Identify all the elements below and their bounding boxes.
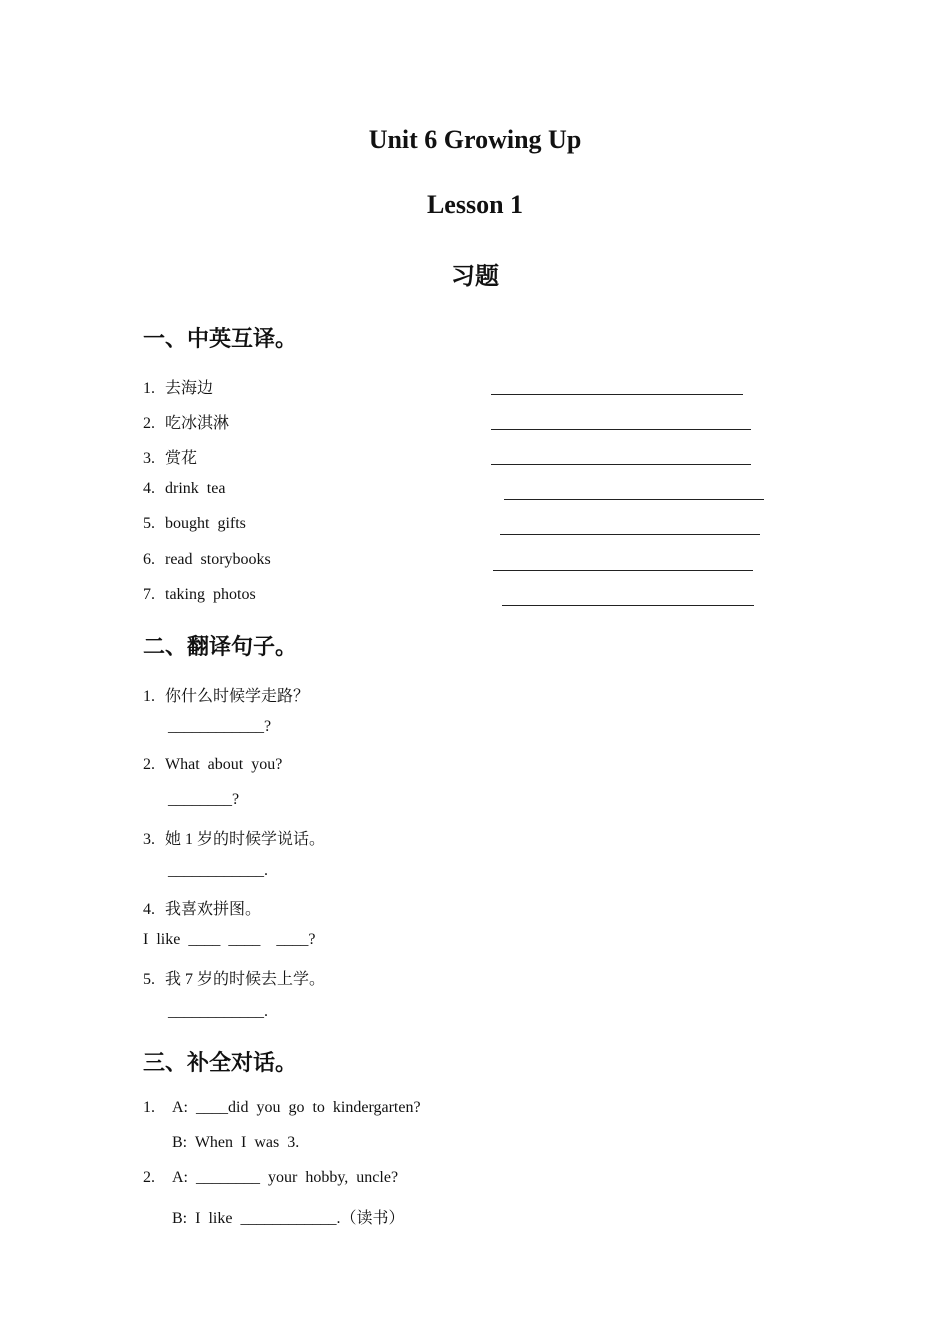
list-item: 2. 吃冰淇淋: [143, 415, 230, 432]
list-item: 6. read storybooks: [143, 551, 271, 568]
list-item: 7. taking photos: [143, 586, 256, 603]
answer-blank[interactable]: [493, 570, 753, 571]
answer-line[interactable]: ____________.: [168, 1003, 268, 1020]
list-item: 4. drink tea: [143, 480, 226, 497]
answer-blank[interactable]: [491, 464, 751, 465]
section-3-heading: 三、补全对话。: [143, 1051, 298, 1076]
dialogue-line-b: B: I like ____________.（读书）: [172, 1210, 405, 1227]
section-1-heading: 一、中英互译。: [143, 327, 298, 352]
answer-line[interactable]: ____________?: [168, 718, 272, 735]
dialogue-number: 2.: [143, 1169, 155, 1186]
answer-blank[interactable]: [491, 429, 751, 430]
dialogue-line-a: A: ____did you go to kindergarten?: [172, 1099, 421, 1116]
answer-blank[interactable]: [504, 499, 764, 500]
list-item: 5. 我 7 岁的时候去上学。: [143, 971, 326, 988]
dialogue-number: 1.: [143, 1099, 155, 1116]
answer-blank[interactable]: [491, 394, 743, 395]
lesson-title: Lesson 1: [426, 190, 524, 219]
answer-line[interactable]: ____________.: [168, 862, 268, 879]
list-item: 1. 你什么时候学走路？: [143, 688, 310, 705]
list-item: 3. 赏花: [143, 450, 198, 467]
list-item: 2. What about you?: [143, 756, 283, 773]
list-item: 3. 她 1 岁的时候学说话。: [143, 831, 326, 848]
answer-blank[interactable]: [500, 534, 760, 535]
list-item: 5. bought gifts: [143, 515, 246, 532]
section-2-heading: 二、翻译句子。: [143, 635, 298, 660]
dialogue-line-b: B: When I was 3.: [172, 1134, 300, 1151]
exercise-subtitle: 习题: [451, 262, 499, 290]
list-item: 4. 我喜欢拼图。: [143, 901, 262, 918]
unit-title: Unit 6 Growing Up: [368, 125, 582, 154]
answer-line[interactable]: I like ____ ____ ____?: [143, 931, 316, 948]
answer-blank[interactable]: [502, 605, 754, 606]
answer-line[interactable]: ________?: [168, 791, 240, 808]
dialogue-line-a: A: ________ your hobby, uncle?: [172, 1169, 399, 1186]
list-item: 1. 去海边: [143, 380, 214, 397]
